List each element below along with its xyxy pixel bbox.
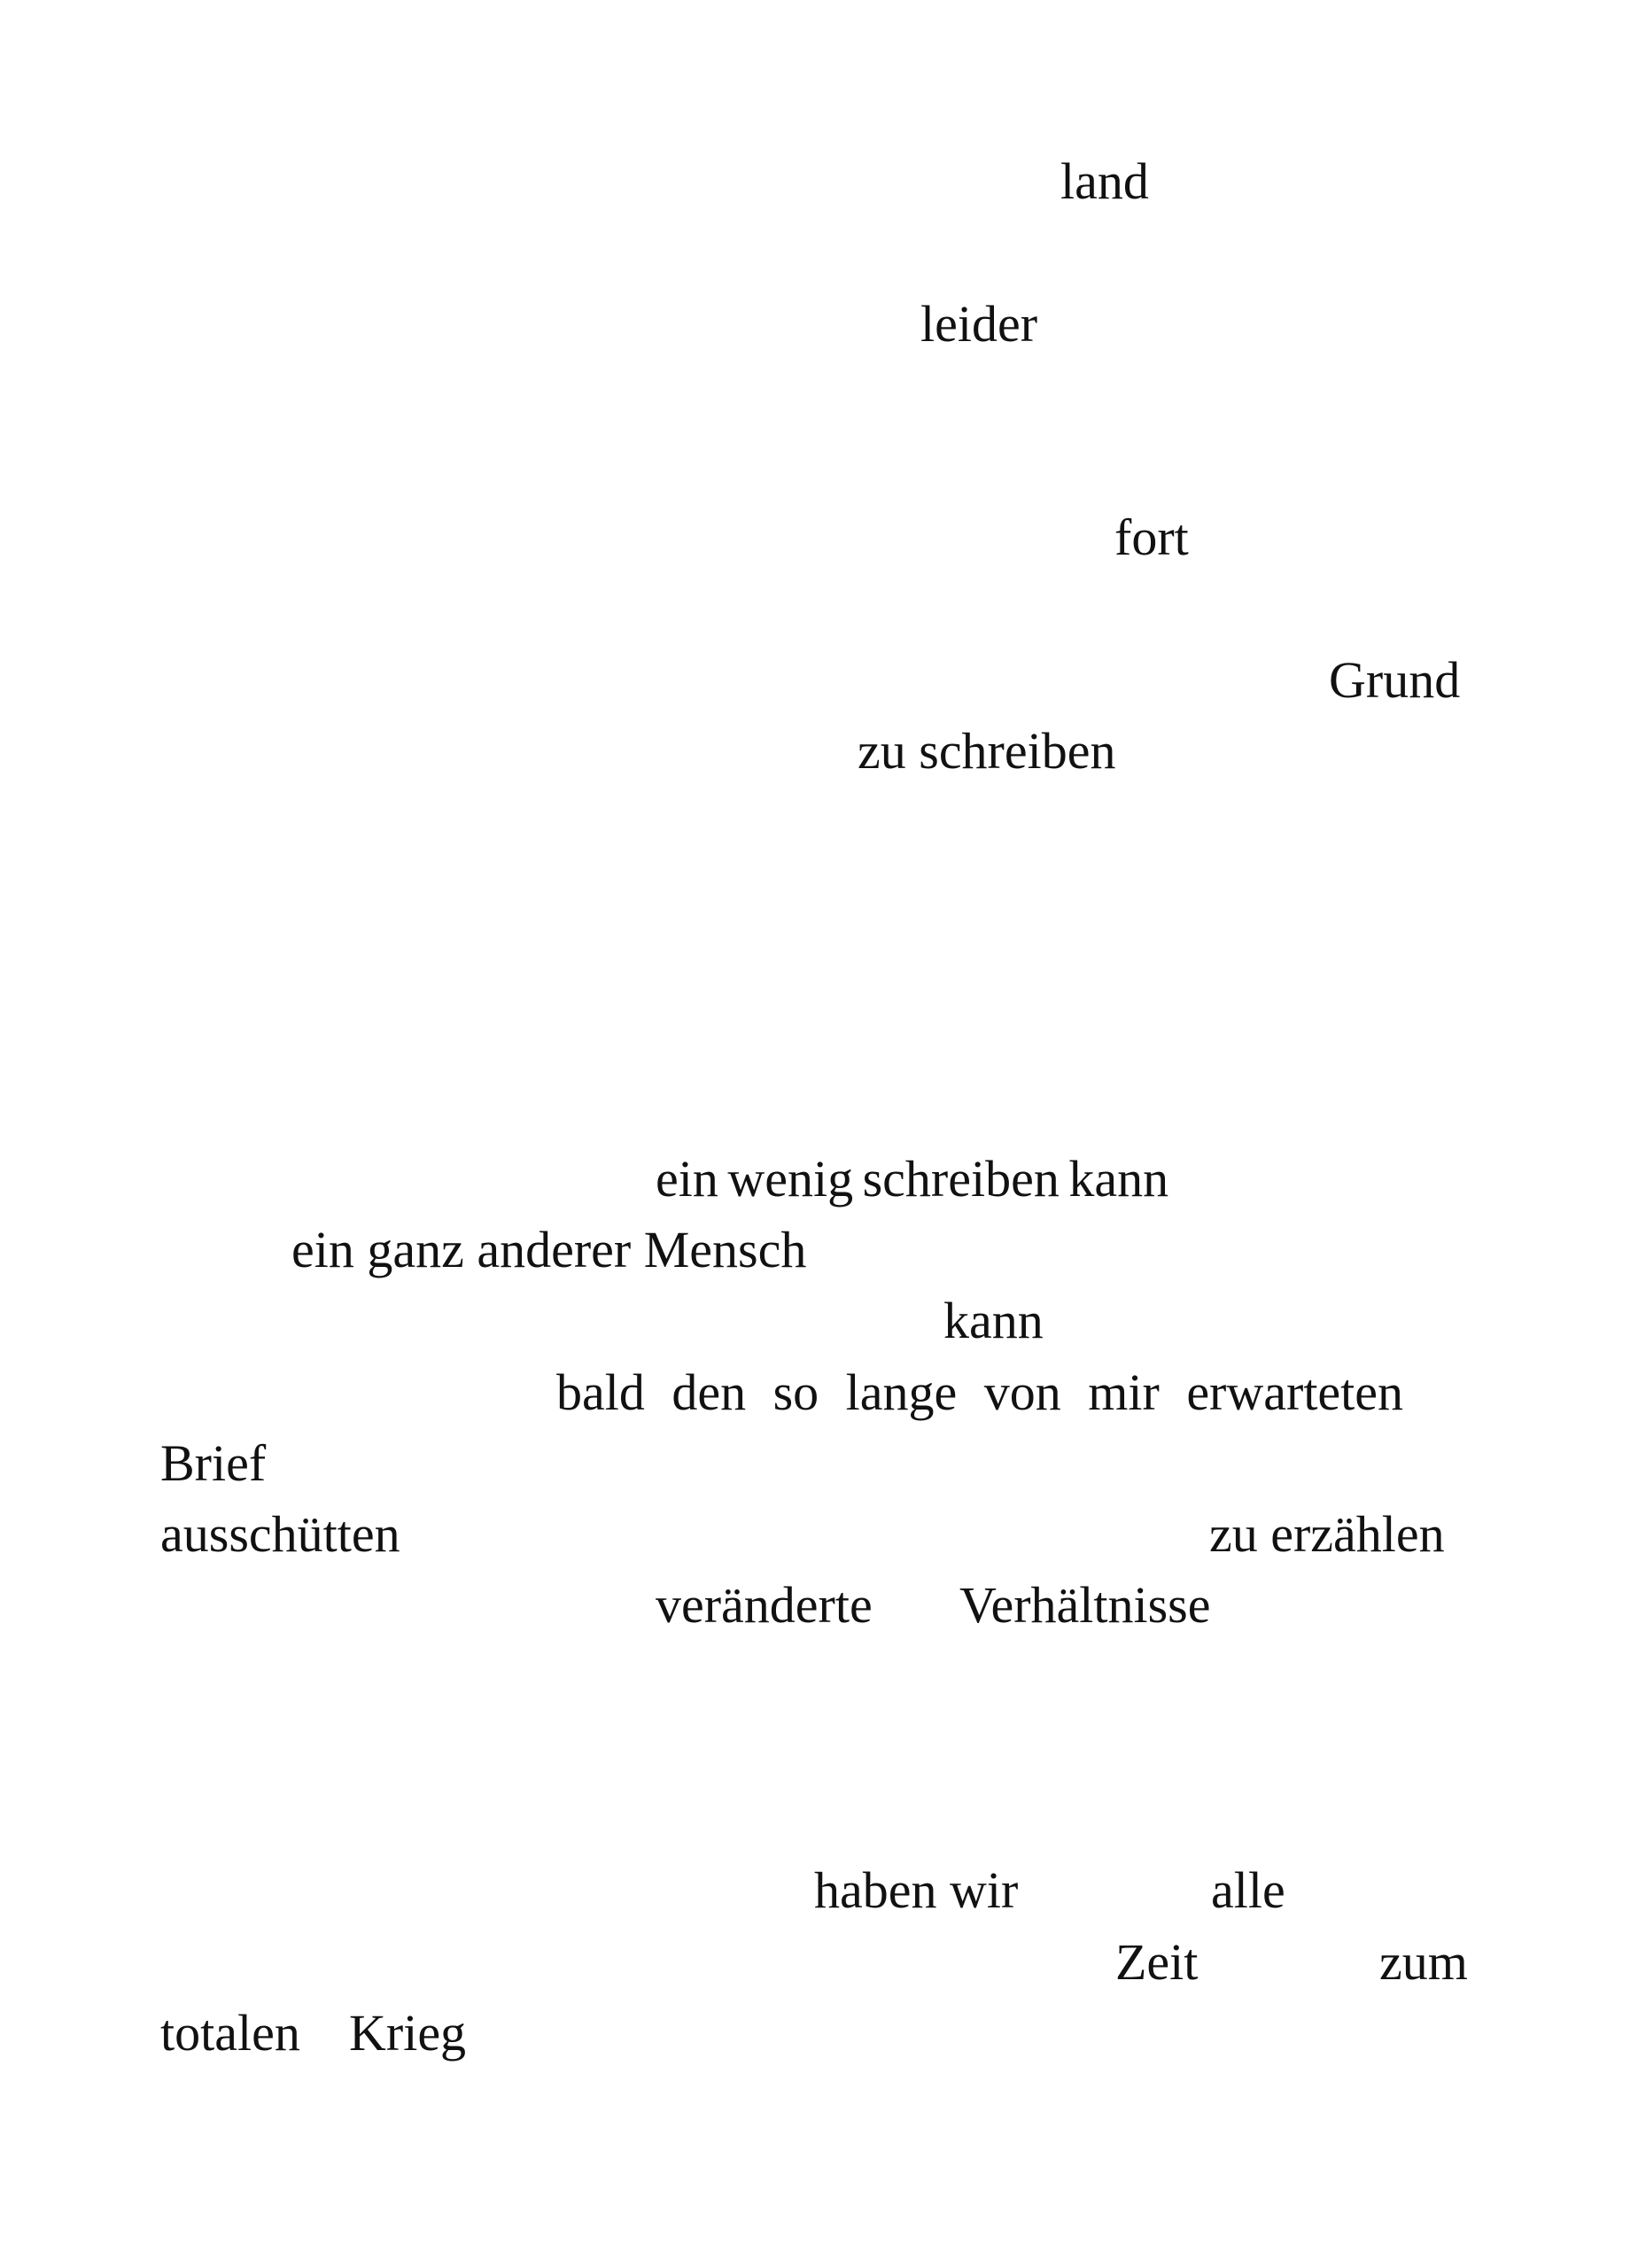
poem-fragment-bald-den-so-lange: bald den so lange von mir erwarteten <box>556 1363 1404 1421</box>
poem-fragment-krieg: Krieg <box>349 2004 467 2062</box>
poem-fragment-zeit: Zeit <box>1115 1933 1199 1991</box>
poem-fragment-alle: alle <box>1211 1861 1285 1919</box>
poem-fragment-totalen: totalen <box>160 2004 300 2062</box>
poem-fragment-veraenderte: veränderte <box>656 1576 873 1634</box>
poem-fragment-leider: leider <box>920 295 1038 353</box>
poem-fragment-grund: Grund <box>1329 651 1461 709</box>
poem-fragment-kann: kann <box>943 1292 1044 1349</box>
poem-fragment-ausschuetten: ausschütten <box>160 1505 400 1563</box>
poem-fragment-verhaeltnisse: Verhältnisse <box>959 1576 1211 1634</box>
poem-fragment-zum: zum <box>1379 1933 1468 1991</box>
poem-fragment-zu-schreiben: zu schreiben <box>858 722 1116 780</box>
poem-fragment-land: land <box>1060 152 1149 210</box>
poem-fragment-ein-wenig-schreiben-kann: ein wenig schreiben kann <box>656 1150 1169 1208</box>
poem-fragment-fort: fort <box>1114 509 1189 566</box>
poem-fragment-brief: Brief <box>160 1434 267 1492</box>
poem-fragment-haben-wir: haben wir <box>814 1861 1019 1919</box>
poem-fragment-ein-ganz-anderer-mensch: ein ganz anderer Mensch <box>291 1221 807 1278</box>
poem-fragment-zu-erzaehlen: zu erzählen <box>1209 1505 1445 1563</box>
